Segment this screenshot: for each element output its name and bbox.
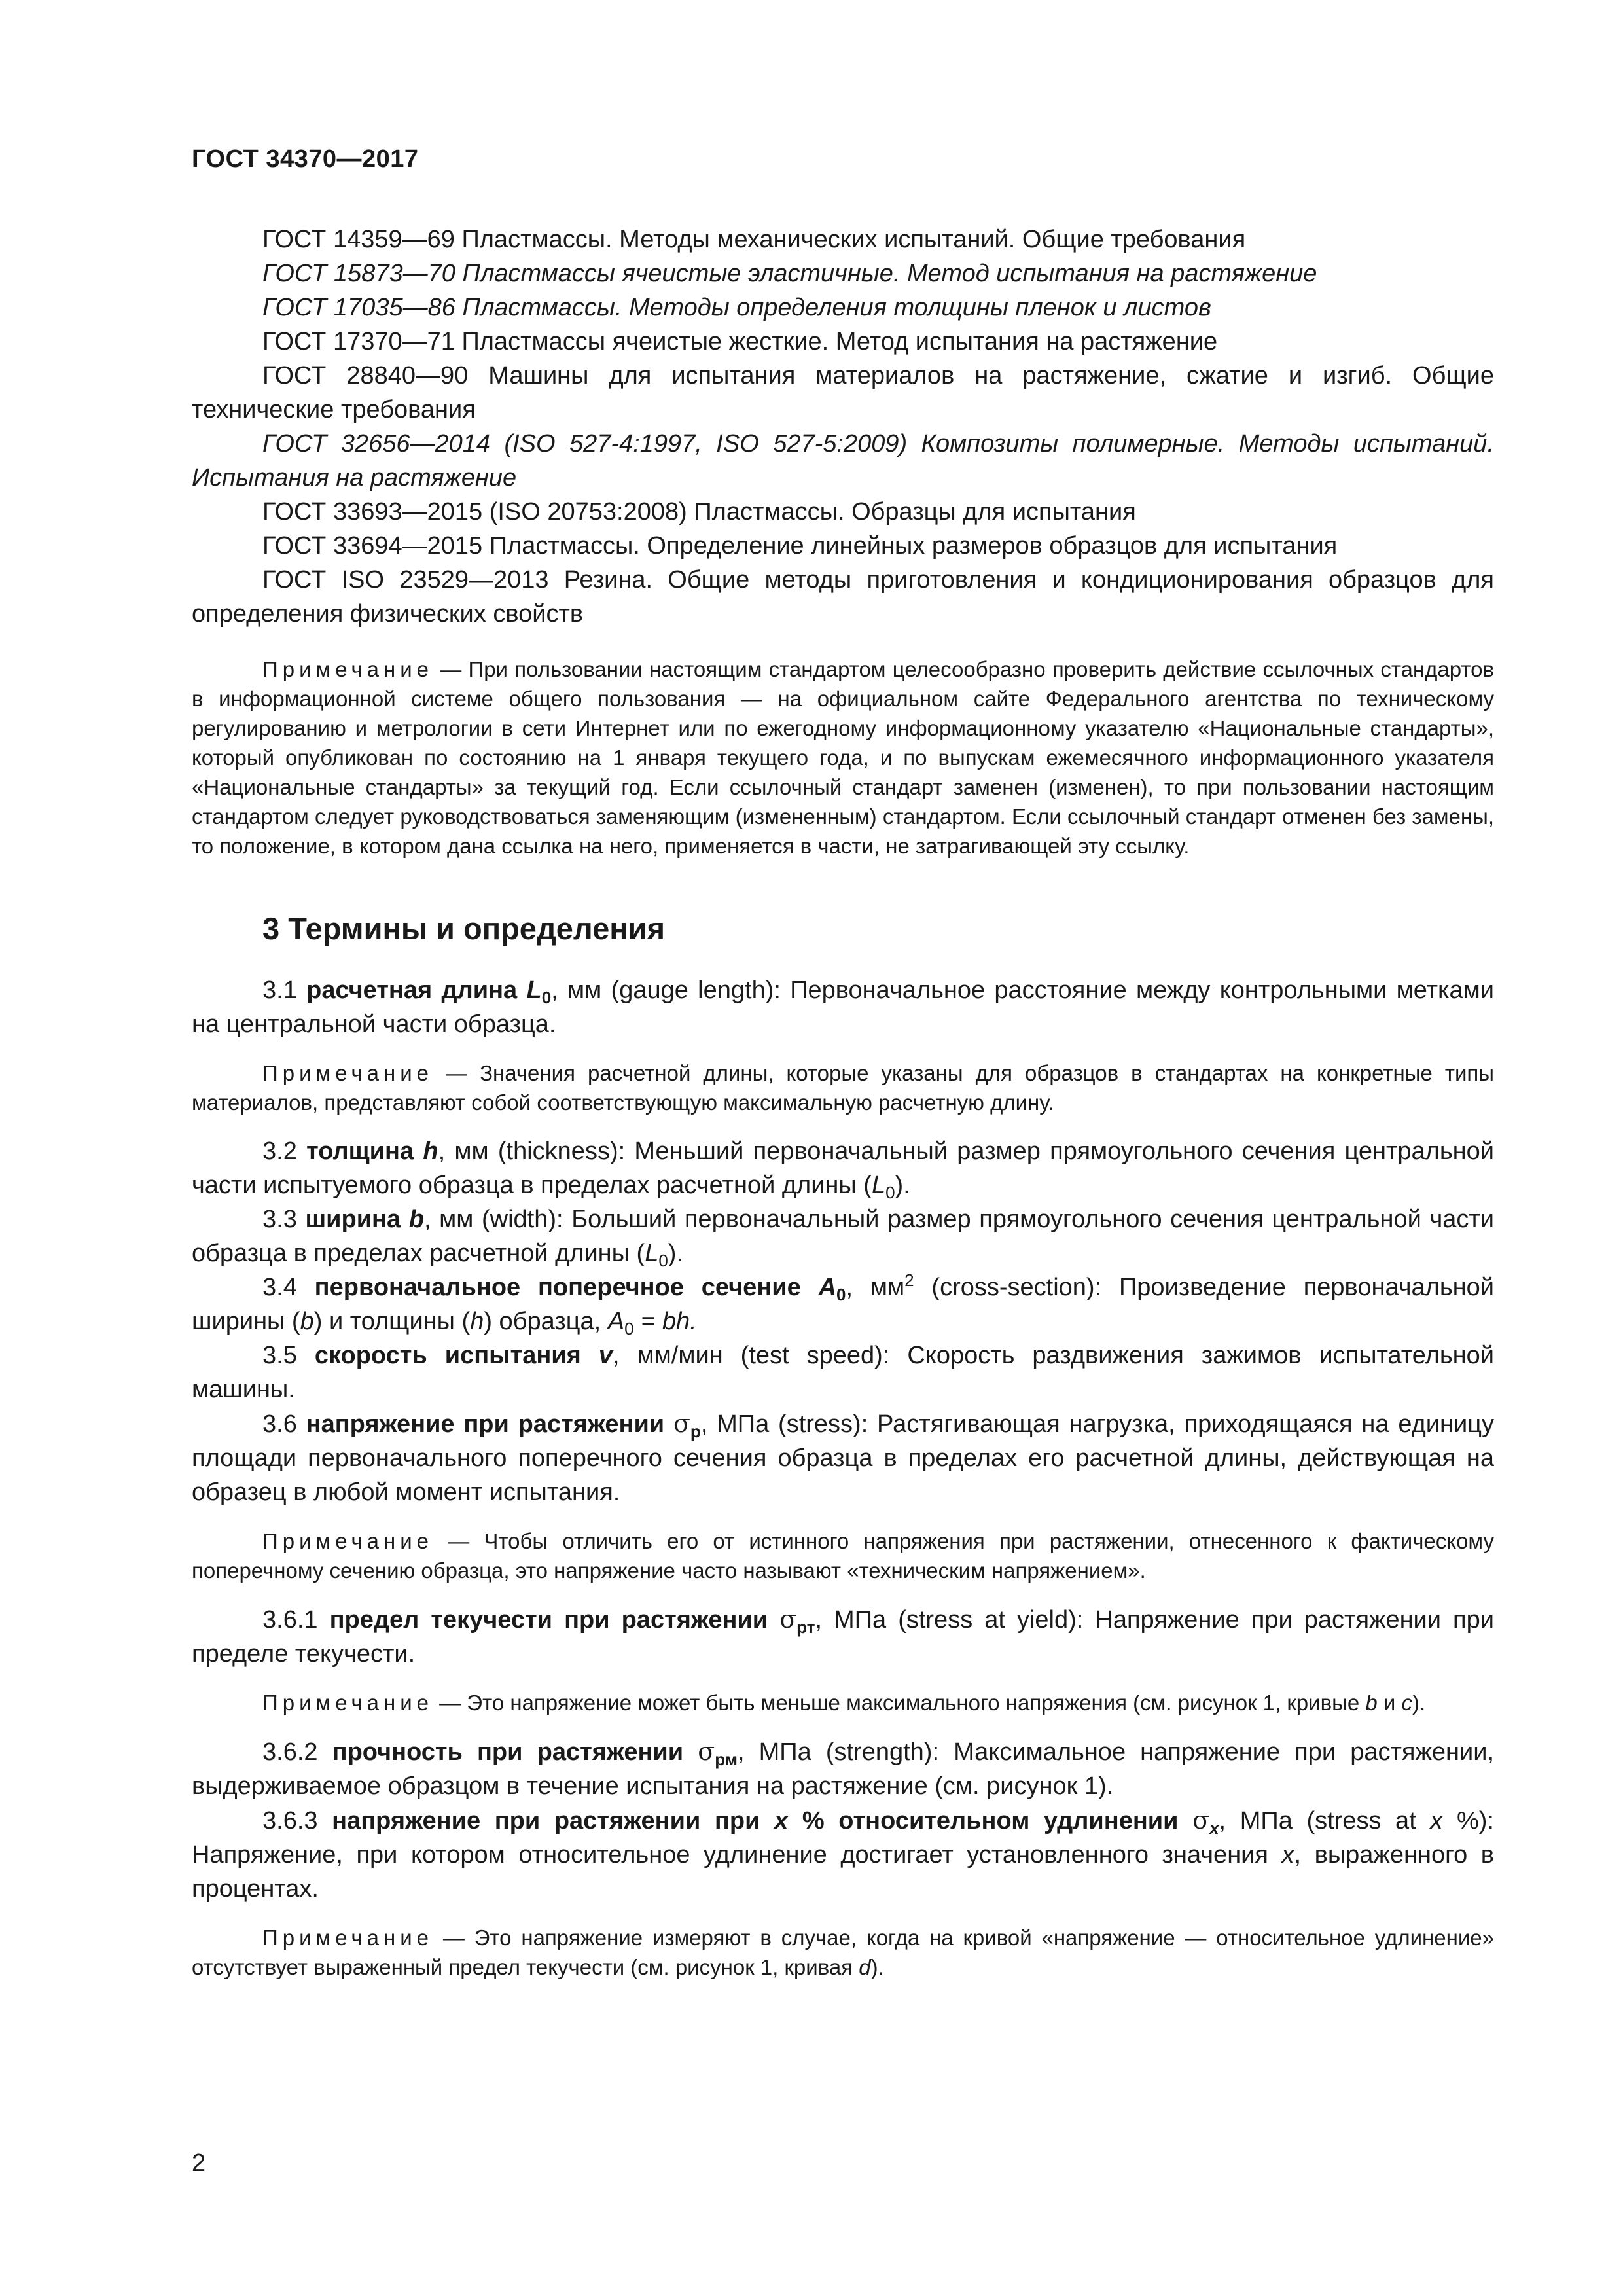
ref-item: ГОСТ ISO 23529—2013 Резина. Общие методы приготовления и кондиционирования образцов для определения физических свойств: [192, 566, 1494, 628]
ref-item: ГОСТ 14359—69 Пластмассы. Методы механических испытаний. Общие требования: [262, 226, 1246, 253]
term-3-2: 3.2 толщина h, мм (thickness): Меньший первоначальный размер прямоугольного сечения центральной части испытуемого образца в пределах расчетной длины $(L_0)$.: [192, 1138, 1494, 1202]
term-3-1: 3.1 расчетная длина $L_0$, мм (gauge length): Первоначальное расстояние между контрольными метками на центральной части образца.: [192, 977, 1494, 1038]
ref-item: ГОСТ 17370—71 Пластмассы ячеистые жесткие. Метод испытания на растяжение: [262, 328, 1218, 355]
term-3-6-1: 3.6.1 предел текучести при растяжении $\sigma_{рт}$, МПа (stress at yield): Напряжение при растяжении при пределе текучести.: [192, 1605, 1494, 1668]
section-title: 3 Термины и определения: [262, 911, 665, 946]
ref-item: ГОСТ 33694—2015 Пластмассы. Определение линейных размеров образцов для испытания: [262, 532, 1338, 560]
term-3-3: 3.3 ширина b, мм (width): Больший первоначальный размер прямоугольного сечения центральной части образца в пределах расчетной длины $(L_0)$.: [192, 1206, 1495, 1270]
note-gauge-length: Примечание — Значения расчетной длины, которые указаны для образцов в стандартах на конкретные типы материалов, представляют собой соответствующую максимальную расчетную длину.: [192, 1061, 1494, 1115]
note-stress-at-x: Примечание — Это напряжение измеряют в случае, когда на кривой «напряжение — относительное удлинение» отсутствует выраженный предел текучести (см. рисунок 1, кривая d).: [192, 1926, 1494, 1979]
document-body: [192, 223, 1494, 1982]
note-references: Примечание — При пользовании настоящим стандартом целесообразно проверить действие ссылочных стандартов в информационной системе общего пользования — на официальном сайте Федерального агентства по техническому регулированию и метрологии в сети Интернет или по ежегодному информационному указателю «Национальные стандарты», который опубликован по состоянию на 1 января текущего года, и по выпускам ежемесячного информационного указателя «Национальные стандарты» за текущий год. Если ссылочный стандарт заменен (изменен), то при пользовании настоящим стандартом следует руководствоваться заменяющим (измененным) стандартом. Если ссылочный стандарт отменен без замены, то положение, в котором дана ссылка на него, применяется в части, не затрагивающей эту ссылку.: [192, 657, 1494, 858]
ref-item: ГОСТ 17035—86 Пластмассы. Методы определения толщины пленок и листов: [262, 294, 1211, 321]
term-3-6-3: 3.6.3 напряжение при растяжении при x % относительном удлинении $\sigma_x$, МПа (stress at x %): Напряжение, при котором относительное удлинение достигает установленного значения x, выраженного в процентах.: [192, 1806, 1494, 1903]
ref-item: ГОСТ 32656—2014 (ISO 527-4:1997, ISO 527-5:2009) Композиты полимерные. Методы испытаний. Испытания на растяжение: [192, 430, 1494, 492]
note-yield: Примечание — Это напряжение может быть меньше максимального напряжения (см. рисунок 1, кривые b и c).: [262, 1691, 1426, 1715]
note-label: Примечание: [262, 657, 434, 681]
note-stress: Примечание — Чтобы отличить его от истинного напряжения при растяжении, отнесенного к фактическому поперечному сечению образца, это напряжение часто называют «техническим напряжением».: [192, 1529, 1494, 1583]
ref-item: ГОСТ 15873—70 Пластмассы ячеистые эластичные. Метод испытания на растяжение: [262, 260, 1317, 287]
term-3-5: 3.5 скорость испытания v, мм/мин (test speed): Скорость раздвижения зажимов испытательной машины.: [192, 1342, 1494, 1403]
ref-item: ГОСТ 28840—90 Машины для испытания материалов на растяжение, сжатие и изгиб. Общие технические требования: [192, 362, 1494, 423]
page-number: 2: [192, 2149, 206, 2177]
document-header: ГОСТ 34370—2017: [192, 145, 419, 173]
term-3-6-2: 3.6.2 прочность при растяжении $\sigma_{рм}$, МПа (strength): Максимальное напряжение при растяжении, выдерживаемое образцом в течение испытания на растяжение (см. рисунок 1).: [192, 1737, 1494, 1800]
note-text: При пользовании настоящим стандартом целесообразно проверить действие ссылочных стандартов в информационной системе общего пользования — на официальном сайте Федерального агентства по техническому регулированию и метрологии в сети Интернет или по ежегодному информационному указателю «Национальные стандарты», который опубликован по состоянию на 1 января текущего года, и по выпускам ежемесячного информационного указателя «Национальные стандарты» за текущий год. Если ссылочный стандарт заменен (изменен), то при пользовании настоящим стандартом следует руководствоваться заменяющим (измененным) стандартом. Если ссылочный стандарт отменен без замены, то положение, в котором дана ссылка на него, применяется в части, не затрагивающей эту ссылку.: [192, 657, 1494, 858]
ref-item: ГОСТ 33693—2015 (ISO 20753:2008) Пластмассы. Образцы для испытания: [262, 498, 1136, 526]
term-3-4: 3.4 первоначальное поперечное сечение $A_0$, $мм^2$ (cross-section): Произведение первоначальной ширины (b) и толщины (h) образца, $A_0$ = bh.: [192, 1270, 1494, 1338]
term-3-6: 3.6 напряжение при растяжении $\sigma_р$, МПа (stress): Растягивающая нагрузка, приходящаяся на единицу площади первоначального поперечного сечения образца в пределах его расчетной длины, действующая на образец в любой момент испытания.: [192, 1409, 1495, 1506]
